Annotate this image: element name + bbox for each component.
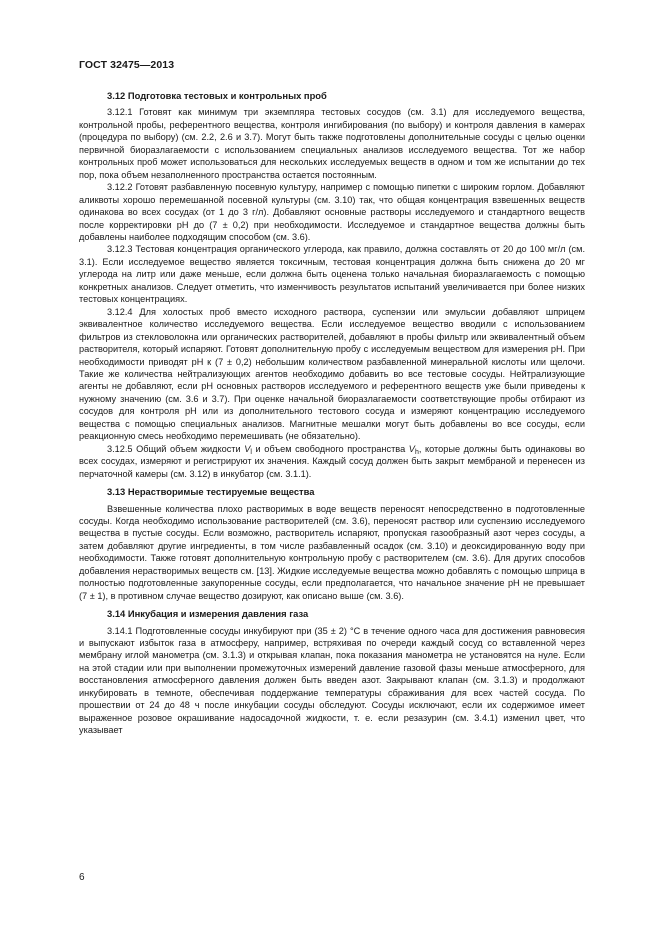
section-3-13-title: 3.13 Нерастворимые тестируемые вещества (107, 486, 315, 498)
paragraph-3-14-1: 3.14.1 Подготовленные сосуды инкубируют при (35 ± 2) °С в течение одного часа для достижения равновесия и выпускают избыток газа в атмосферу, например, встряхивая по очереди каждый сосуд со вставленной через мембрану иглой манометра (см. 3.1.3) и открывая клапан, пока показания манометра не установятся на нуле. Если на этой стадии или при выполнении промежуточных измерений давление газовой фазы меньше атмосферного, для восстановления атмосферного давления должен быть введен азот. Закрывают клапан (см. 3.1.3) и продолжают инкубировать в темноте, обеспечивая поддержание температуры сбраживания для всех частей сосуда. По прошествии от 24 до 48 ч после инкубации сосуды обследуют. Сосуды исключают, если их содержимое имеет выраженное розовое окрашивание надосадочной жидкости, т. е. если резазурин (см. 3.4.1) изменил цвет, что указывает (79, 625, 585, 736)
paragraph-3-12-3: 3.12.3 Тестовая концентрация органического углерода, как правило, должна составлять от 20 до 100 мг/л (см. 3.1). Если исследуемое вещество является токсичным, тестовая концентрация должна быть снижена до 20 мг углерода на литр или даже меньше, если должна быть оценена только начальная биоразлагаемость с помощью конкретных анализов. Следует отметить, что изменчивость результатов испытаний увеличивается при более низких тестовых концентрациях. (79, 244, 585, 305)
headspace-volume-subscript: h (414, 448, 419, 456)
section-3-14-title: 3.14 Инкубация и измерения давления газа (107, 608, 309, 620)
standard-header: ГОСТ 32475—2013 (79, 59, 175, 71)
paragraph-3-12-2: 3.12.2 Готовят разбавленную посевную культуру, например с помощью пипетки с широким горлом. Добавляют аликвоты хорошо перемешанной посевной культуры (см. 3.10) так, что общая концентрация взвешенных веществ одинакова во всех сосудах (от 1 до 3 г/л). Добавляют основные растворы исследуемого и стандартного веществ после корректировки pH до (7 ± 0,2) при необходимости. Исследуемое и стандартное вещества должны быть добавлены наиболее подходящим способом (см. 3.6). (79, 182, 585, 242)
p5-text-a: 3.12.5 Общий объем жидкости (107, 443, 245, 454)
page-number: 6 (79, 872, 85, 883)
paragraph-3-12-5 (79, 443, 585, 480)
liquid-volume-symbol: V (244, 443, 251, 454)
section-3-12-title: 3.12 Подготовка тестовых и контрольных проб (107, 90, 327, 101)
paragraph-3-12-4: 3.12.4 Для холостых проб вместо исходного раствора, суспензии или эмульсии добавляют шприцем эквивалентное количество исследуемого вещества. Если исследуемое вещество вводили с использованием фильтров из стекловолокна или органических растворителей, добавляют в пробы фильтр или эквивалентный объем растворителя, который испаряют. Готовят дополнительную пробу с исследуемым веществом для измерения pH. При необходимости приводят pH к (7 ± 0,2) небольшим количеством разбавленной минеральной кислоты или щелочи. Такие же количества нейтрализующих агентов необходимо добавить во все тестовые сосуды. Нейтрализующие агенты не добавляют, если pH основных растворов исследуемого и референтного веществ уже были приведены к нужному значению (см. 3.6 и 3.7). При оценке начальной биоразлагаемости соответствующие пробы отбирают из сосудов для контроля pH или из дополнительного тестового сосуда и измеряют концентрацию исследуемого вещества с помощью специальных анализов. Магнитные мешалки могут быть добавлены во все сосуды, если реакционную смесь необходимо перемешивать (не обязательно). (79, 306, 585, 442)
p5-text-c: , которые должны быть одинаковы во всех сосудах, измеряют и регистрируют их значения. Каждый сосуд должен быть закрыт мембраной и перенесен из перчаточной камеры (см. 3.12) в инкубатор (см. 3.1.1). (79, 443, 586, 479)
headspace-volume-symbol: V (408, 443, 415, 454)
paragraph-3-12-1: 3.12.1 Готовят как минимум три экземпляра тестовых сосудов (см. 3.1) для исследуемого вещества, контрольной пробы, референтного вещества, контроля ингибирования (по выбору) и контроля давления в камерах (процедура по выбору) (см. 2.2, 2.6 и 3.7). Могут быть также подготовлены дополнительные сосуды с целью оценки первичной биоразлагаемости с использованием специальных анализов исследуемого вещества. Тот же набор контрольных проб может использоваться для нескольких исследуемых веществ в одном и том же испытании до тех пор, пока объем незаполненного пространства остается постоянным. (79, 107, 585, 180)
p5-text-b: и объем свободного пространства (251, 443, 409, 454)
liquid-volume-subscript: l (250, 448, 252, 456)
document-body (79, 90, 585, 737)
paragraph-3-13: Взвешенные количества плохо растворимых в воде веществ переносят непосредственно в подготовленные сосуды. Когда необходимо использование растворителей (см. 3.6), переносят раствор или суспензию исследуемого вещества в пустые сосуды. Если возможно, растворитель испаряют, пропуская газообразный азот через сосуды, а затем добавляют другие ингредиенты, в том числе разбавленный осадок (см. 3.10) и деоксидированную воду при необходимости. Также готовят дополнительную контрольную пробу с растворителем (см. 3.6). Для других способов добавления нерастворимых веществ см. [13]. Жидкие исследуемые вещества можно добавлять с помощью шприца в полностью подготовленные закупоренные сосуды, если предполагается, что начальное значение pH не превышает (7 ± 1), в противном случае вещество дозируют, как описано выше (см. 3.6). (79, 503, 585, 601)
